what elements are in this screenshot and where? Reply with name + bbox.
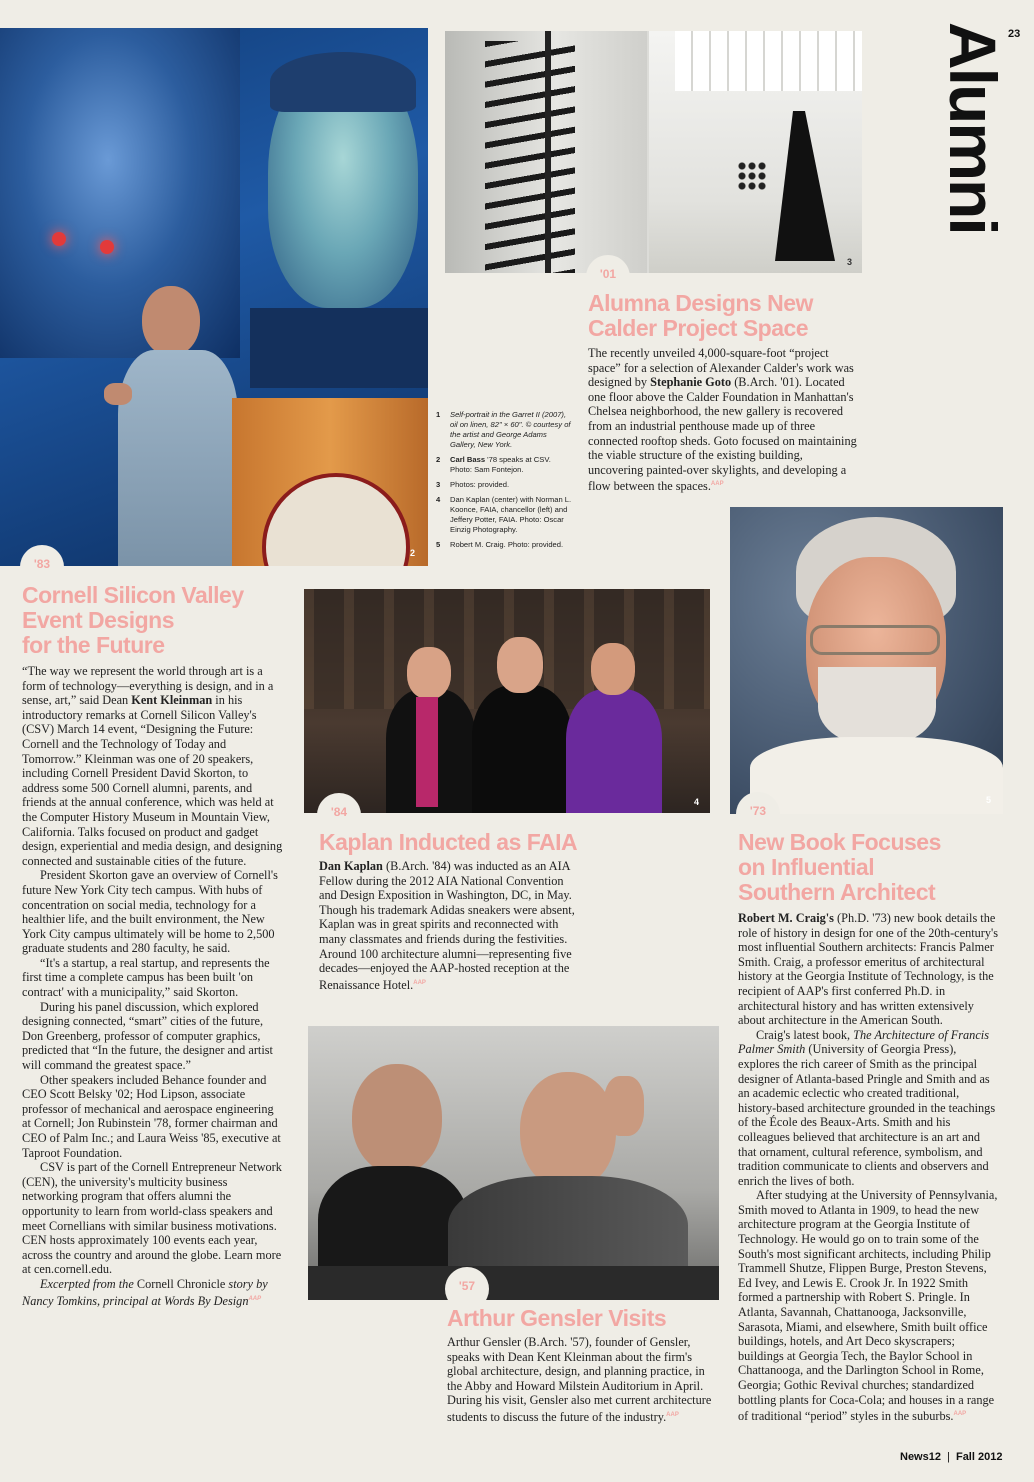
article-title: Kaplan Inducted as FAIA	[319, 829, 578, 855]
craig-glasses	[810, 625, 940, 655]
robot-eye-left	[52, 232, 66, 246]
paragraph: “It's a startup, a real startup, and represents the first time a complete campus has been built 'on contract' with a municipality,” said Skorton.	[22, 955, 270, 1000]
year-tag: '01	[586, 255, 630, 299]
robot-eye-right	[100, 240, 114, 254]
title-line: Southern Architect	[738, 879, 936, 905]
name-bold: Dan Kaplan	[319, 859, 383, 873]
skylight	[675, 31, 862, 91]
section-title-alumni: Alumni	[936, 22, 1010, 234]
caption-item: 3 Photos: provided.	[436, 480, 510, 489]
photo-number: 5	[986, 795, 992, 805]
footer	[900, 1451, 1002, 1463]
paragraph: During his panel discussion, which explored designing connected, “smart” cities of the future, Don Greenberg, professor of computer graphics, predicted that “In the future, the designer and artist will command the greatest space.”	[22, 999, 273, 1073]
speaker-head	[142, 286, 200, 356]
aap-mark: AAP	[710, 481, 724, 488]
person-center-head	[497, 637, 543, 693]
year-tag: '73	[736, 792, 780, 836]
photo-robert-craig	[730, 507, 1003, 814]
name-bold: Kent Kleinman	[131, 693, 213, 708]
screen-android-hair	[270, 52, 416, 112]
title-line: Event Designs	[22, 607, 174, 633]
photo-calder-project-space	[445, 31, 862, 273]
title-line: for the Future	[22, 632, 165, 658]
paragraph: Other speakers included Behance founder and CEO Scott Belsky '02; Hod Lipson, associate professor of mechanical and aerospace engineering at Cornell; Jon Rubinstein '78, former chairman and CEO of Palm Inc.; and Laura Weiss '85, executive at Taproot Foundation.	[22, 1072, 281, 1160]
photo-carl-bass-speaking	[0, 28, 428, 566]
paragraph: CSV is part of the Cornell Entrepreneur Network (CEN), the university's multicity business networking program that offers alumni the opportunity to learn from world-class speakers and meet Cornellians with similar business motivations. CEN hosts approximately 100 events each year, across the country and around the globe. Learn more at cen.cornell.edu.	[22, 1160, 282, 1277]
person-left-head	[407, 647, 451, 699]
caption-item: 2 Carl Bass '78 speaks at CSV. Photo: Sam Fontejon.	[436, 455, 551, 474]
title-line: on Influential	[738, 854, 875, 880]
kleinman-head	[352, 1064, 442, 1174]
article-title: Arthur Gensler Visits	[447, 1305, 667, 1331]
name-bold: Stephanie Goto	[650, 375, 732, 390]
screen-robot-figure	[0, 28, 240, 358]
page-number: 23	[1008, 28, 1021, 40]
photo-number: 3	[847, 257, 853, 267]
photo-captions	[436, 410, 574, 555]
person-right	[566, 689, 662, 813]
person-center	[472, 685, 572, 813]
craig-beard	[818, 667, 936, 747]
screen-android-collar	[250, 308, 428, 388]
footer-publication: News12	[900, 1451, 941, 1463]
year-tag: '57	[445, 1267, 489, 1311]
gensler-hand	[604, 1076, 644, 1136]
paragraph: After studying at the University of Pennsylvania, Smith moved to Atlanta in 1909, to head the new architecture program at the Georgia Institute of Technology. He would go on to train some of the South's most significant architects, including Philip Trammell Shutze, Flippen Burge, Preston Stevens, Ed Ivey, and Lewis E. Crook Jr. In 1922 Smith formed a partnership with Robert S. Pringle. In Atlanta, Savannah, Chattanooga, Jacksonville, Sarasota, Miami, and elsewhere, Smith built office buildings, hotels, and Art Deco skyscrapers; buildings at Georgia Tech, the Baylor School in Chattanooga, and the Darlington School in Rome, Georgia; Gothic Revival churches; standardized bottling plants for Coca-Cola; and houses in a range of traditional “period” styles in the suburbs.$^{AAP}$	[738, 1188, 998, 1424]
article-title	[738, 830, 1008, 905]
credit-line: Excerpted from the Cornell Chronicle story by Nancy Tomkins, principal at Words By Design$^{AAP}$	[22, 1276, 268, 1308]
title-line: Cornell Silicon Valley	[22, 582, 244, 608]
article-title	[22, 583, 292, 658]
photo-number: 4	[694, 797, 700, 807]
body-text: (B.Arch. '01). Located one floor above the Calder Foundation in Manhattan's Chelsea neighborhood, the new gallery is recovered from an industrial penthouse made up of three connected rooftop sheds. Goto focused on maintaining the viable structure of the existing building, uncovering painted-over skylights, and developing a flow between the spaces.	[588, 375, 857, 494]
article-title	[588, 291, 858, 341]
photo-kaplan-faia	[304, 589, 710, 813]
speaker-body	[118, 350, 238, 566]
caption-item: 5 Robert M. Craig. Photo: provided.	[436, 540, 564, 549]
footer-issue: Fall 2012	[955, 1451, 1003, 1463]
person-left-stole	[416, 697, 438, 807]
article-body: Dan Kaplan (B.Arch. '84) was inducted as an AIA Fellow during the 2012 AIA National Convention and Design Exposition in Washington, DC, in May. Though his trademark Adidas sneakers were absent, Kaplan was in great spirits and reconnected with many classmates and friends during the festivities. Around 100 architecture alumni—representing five decades—enjoyed the AAP-hosted reception at the Renaissance Hotel.$^{AAP}$	[319, 859, 575, 992]
title-line: Alumna Designs New	[588, 290, 813, 316]
spiral-stair	[485, 41, 575, 273]
year-tag: '83	[20, 545, 64, 589]
article-body: Robert M. Craig's (Ph.D. '73) new book details the role of history in design for one of the 20th-century's most influential Southern architects: Francis Palmer Smith. Craig, a professor emeritus of architectural history at the Georgia Institute of Technology, is the recipient of AAP's first conferred Ph.D. in architectural history and has written extensively about architecture in the American South. Craig's latest book, The Architecture of Francis Palmer Smith (University of Georgia Press), explores the rich career of Smith as the principal designer of Atlanta-based Pringle and Smith and as an academic eclectic who created traditional, history-based architecture grounded in the teachings of the École des Beaux-Arts. Smith and his colleagues believed that architecture is an art and that ornament, cultural reference, symbolism, and tradition communicate to clients and observers and enrich the lives of both. After studying at the University of Pennsylvania, Smith moved to Atlanta in 1909, to head the new architecture program at the Georgia Institute of Technology. He would go on to train some of the South's most significant architects, including Philip Trammell Shutze, Flippen Burge, Preston Stevens, Ed Ivey, and Lewis E. Crook Jr. In 1922 Smith formed a partnership with Robert S. Pringle. In Atlanta, Savannah, Chattanooga, Jacksonville, Sarasota, Miami, and elsewhere, Smith built office buildings, hotels, and Art Deco skyscrapers; buildings at Georgia Tech, the Baylor School in Chattanooga, and the Darlington School in Rome, Georgia; Gothic Revival churches; standardized bottling plants for Coca-Cola; and houses in a range of traditional “period” styles in the suburbs.$^{AAP}$	[738, 911, 999, 1424]
year-tag: '84	[317, 793, 361, 837]
photo-gensler-kleinman	[308, 1026, 719, 1300]
gensler-head	[520, 1072, 616, 1190]
photo-number: 2	[410, 548, 416, 558]
body-text: The recently unveiled 4,000-square-foot “project space” for a selection of Alexander Calder's work was designed by	[588, 346, 854, 390]
craig-sweater	[750, 737, 1003, 814]
article-body: Arthur Gensler (B.Arch. '57), founder of Gensler, speaks with Dean Kent Kleinman about the firm's global architecture, design, and planning practice, in the Abby and Howard Milstein Auditorium in April. During his visit, Gensler also met current architecture students to discuss the future of the industry.$^{AAP}$	[447, 1335, 712, 1425]
person-right-head	[591, 643, 635, 695]
title-line: New Book Focuses	[738, 829, 941, 855]
article-body	[588, 346, 858, 494]
article-body: “The way we represent the world through art is a form of technology—everything is design, and in a sense, art,” said Dean Kent Kleinman in his introductory remarks at Cornell Silicon Valley's (CSV) March 14 event, “Designing the Future: Cornell and the Technology of Today and Tomorrow.” Kleinman was one of 20 speakers, including Cornell President David Skorton, to address some 500 Cornell alumni, parents, and friends at the annual conference, which was held at the Computer History Museum in Mountain View, California. Talks focused on product and gadget design, experiential and media design, and designing connected and sustainable cities of the future. President Skorton gave an overview of Cornell's future New York City tech campus. With hubs of concentration on social media, technology for a healthier life, and the built environment, the New York City campus ultimately will be home to 2,500 graduate students and 280 faculty, he said. “It's a startup, a real startup, and represents the first time a complete campus has been built 'on contract' with a municipality,” said Skorton. During his panel discussion, which explored designing connected, “smart” cities of the future, Don Greenberg, professor of computer graphics, predicted that “In the future, the designer and artist will command the greatest space.” Other speakers included Behance founder and CEO Scott Belsky '02; Hod Lipson, associate professor of mechanical and aerospace engineering at Cornell; Jon Rubinstein '78, former chairman and CEO of Palm Inc.; and Laura Weiss '85, executive at Taproot Foundation. CSV is part of the Cornell Entrepreneur Network (CEN), the university's multicity business networking program that offers alumni the opportunity to learn from world-class speakers and meet Cornellians with similar business motivations. CEN hosts approximately 100 events each year, across the country and around the globe. Learn more at cen.cornell.edu. Excerpted from the Cornell Chronicle story by Nancy Tomkins, principal at Words By Design$^{AAP}$	[22, 664, 283, 1308]
mobile-dots	[737, 161, 767, 191]
stair-column	[545, 31, 551, 273]
footer-separator: |	[947, 1451, 950, 1463]
paragraph: President Skorton gave an overview of Cornell's future New York City tech campus. With hubs of concentration on social media, technology for a healthier life, and the built environment, the New York City campus ultimately will be home to 2,500 graduate students and 280 faculty, he said.	[22, 868, 278, 956]
table-edge	[308, 1266, 719, 1300]
title-line: Calder Project Space	[588, 315, 809, 341]
name-bold: Robert M. Craig's	[738, 911, 834, 925]
caption-item: 1 Self-portrait in the Garret II (2007), oil on linen, 82" × 60". © courtesy of the artist and George Adams Gallery, New York.	[436, 410, 571, 449]
speaker-hand	[104, 383, 132, 405]
caption-item: 4 Dan Kaplan (center) with Norman L. Koonce, FAIA, chancellor (left) and Jeffery Potter, FAIA. Photo: Oscar Einzig Photography.	[436, 495, 572, 534]
paragraph: Craig's latest book, The Architecture of Francis Palmer Smith (University of Georgia Press), explores the rich career of Smith as the principal designer of Atlanta-based Pringle and Smith and as an academic eclectic who created traditional, history-based architecture grounded in the teachings of the École des Beaux-Arts. Smith and his colleagues believed that architecture is an art and that ornament, cultural reference, symbolism, and tradition communicate to clients and observers and enrich the lives of both.	[738, 1027, 996, 1188]
